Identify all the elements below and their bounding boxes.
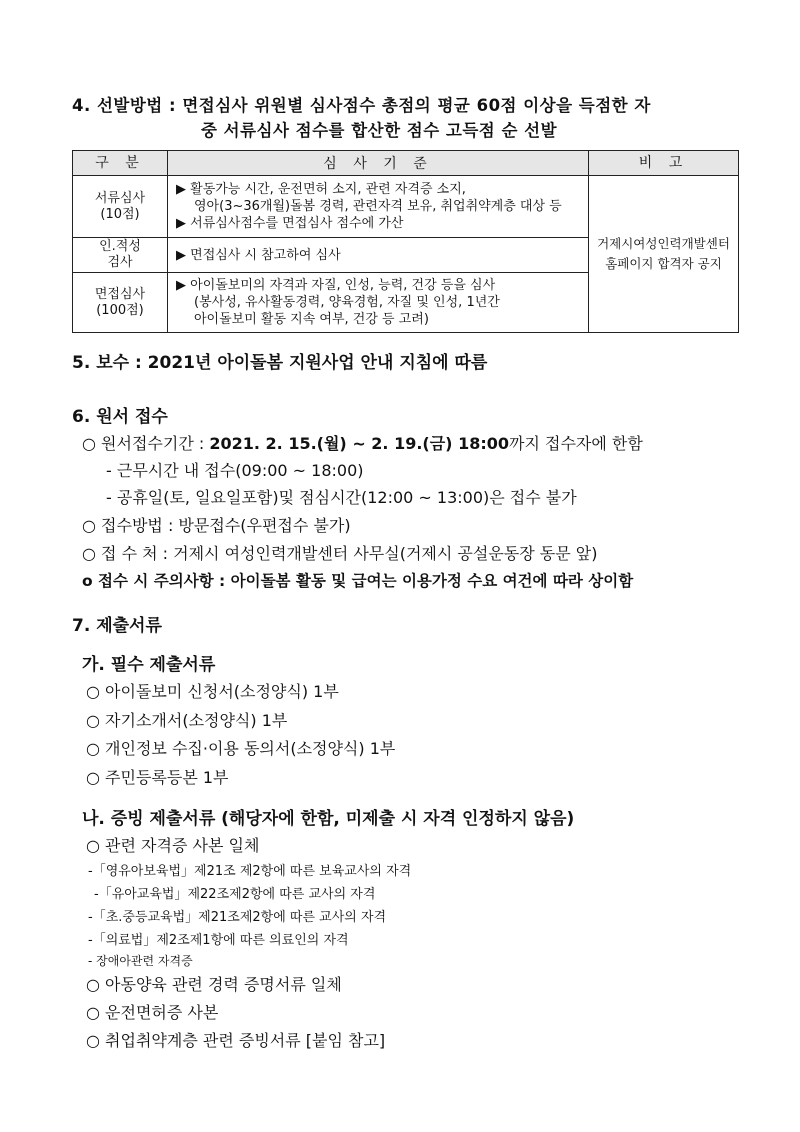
sec4-title-line1: 4. 선발방법 : 면접심사 위원별 심사점수 총점의 평균 60점 이상을 득점한 자	[72, 96, 651, 115]
header-note: 비 고	[589, 151, 739, 176]
header-criteria: 심 사 기 준	[168, 151, 589, 176]
sec4-title-line2: 중 서류심사 점수를 합산한 점수 고득점 순 선발	[201, 121, 558, 140]
sec7-na-title: 나. 증빙 제출서류 (해당자에 한함, 미제출 시 자격 인정하지 않음)	[82, 809, 575, 829]
cat-line: 면접심사	[94, 286, 146, 302]
ga-item: ○ 자기소개서(소정양식) 1부	[86, 711, 288, 730]
sec6-title: 6. 원서 접수	[72, 407, 168, 427]
sec6-caution: o 접수 시 주의사항 : 아이돌봄 활동 및 급여는 이용가정 수요 여건에 따라 상이함	[82, 572, 634, 590]
ga-item: ○ 주민등록등본 1부	[86, 768, 229, 787]
note-line: 거제시여성인력개발센터	[597, 236, 730, 251]
na-item: ○ 취업취약계층 관련 증빙서류 [붙임 참고]	[86, 1031, 386, 1050]
cat-line: (100점)	[96, 302, 144, 318]
sec6-sub2: - 공휴일(토, 일요일포함)및 점심시간(12:00 ~ 13:00)은 접수 불가	[106, 488, 577, 507]
criteria-line: 아이돌보미 활동 지속 여부, 건강 등 고려)	[194, 312, 429, 327]
na-sub: -「초.중등교육법」제21조제2항에 따른 교사의 자격	[88, 910, 387, 925]
na-sub: -「유아교육법」제22조제2항에 따른 교사의 자격	[94, 887, 376, 902]
period-label: ○ 원서접수기간 :	[82, 434, 210, 453]
sec7-title: 7. 제출서류	[72, 616, 162, 636]
ga-item: ○ 아이돌보미 신청서(소정양식) 1부	[86, 682, 339, 701]
na-sub: -「의료법」제2조제1항에 따른 의료인의 자격	[88, 933, 349, 948]
sec7-ga-title: 가. 필수 제출서류	[82, 655, 216, 675]
criteria-line: (봉사성, 유사활동경력, 양육경험, 자질 및 인성, 1년간	[194, 295, 500, 310]
sec6-period	[82, 431, 643, 454]
criteria-table	[72, 150, 739, 333]
cat-line: 검사	[107, 255, 133, 270]
sec6-place: ○ 접 수 처 : 거제시 여성인력개발센터 사무실(거제시 공설운동장 동문 앞)	[82, 544, 598, 563]
criteria-line: 영아(3~36개월)돌봄 경력, 관련자격 보유, 취업취약계층 대상 등	[194, 199, 562, 214]
row-interview-category	[73, 273, 168, 333]
cat-line: 인.적성	[99, 239, 141, 254]
row-interview-criteria	[168, 273, 589, 333]
sec6-sub1: - 근무시간 내 접수(09:00 ~ 18:00)	[106, 461, 364, 480]
na-sub: -「영유아보육법」제21조 제2항에 따른 보육교사의 자격	[88, 864, 412, 879]
sec5-title: 5. 보수 : 2021년 아이돌봄 지원사업 안내 지침에 따름	[72, 353, 488, 373]
note-line: 홈페이지 합격자 공지	[605, 256, 722, 271]
criteria-line: ▶ 면접심사 시 참고하여 심사	[176, 247, 341, 263]
cat-line: 서류심사	[94, 190, 146, 206]
period-date: 2021. 2. 15.(월) ~ 2. 19.(금) 18:00	[209, 434, 509, 453]
na-item: ○ 아동양육 관련 경력 증명서류 일체	[86, 975, 342, 994]
na-first: ○ 관련 자격증 사본 일체	[86, 836, 260, 855]
criteria-line: ▶ 서류심사점수를 면접심사 점수에 가산	[176, 216, 404, 231]
na-sub: - 장애아관련 자격증	[88, 954, 193, 968]
note-cell	[589, 176, 739, 333]
row-doc-category	[73, 176, 168, 238]
criteria-line: ▶ 활동가능 시간, 운전면허 소지, 관련 자격증 소지,	[176, 182, 466, 197]
row-aptitude-category	[73, 238, 168, 273]
criteria-line: ▶ 아이돌보미의 자격과 자질, 인성, 능력, 건강 등을 심사	[176, 278, 496, 293]
row-aptitude-criteria	[168, 238, 589, 273]
row-doc-criteria	[168, 176, 589, 238]
na-item: ○ 운전면허증 사본	[86, 1003, 219, 1022]
cat-line: (10점)	[100, 206, 140, 222]
ga-item: ○ 개인정보 수집·이용 동의서(소정양식) 1부	[86, 739, 396, 758]
sec6-method: ○ 접수방법 : 방문접수(우편접수 불가)	[82, 516, 351, 535]
header-category: 구 분	[73, 151, 168, 176]
period-tail: 까지 접수자에 한함	[509, 434, 643, 453]
